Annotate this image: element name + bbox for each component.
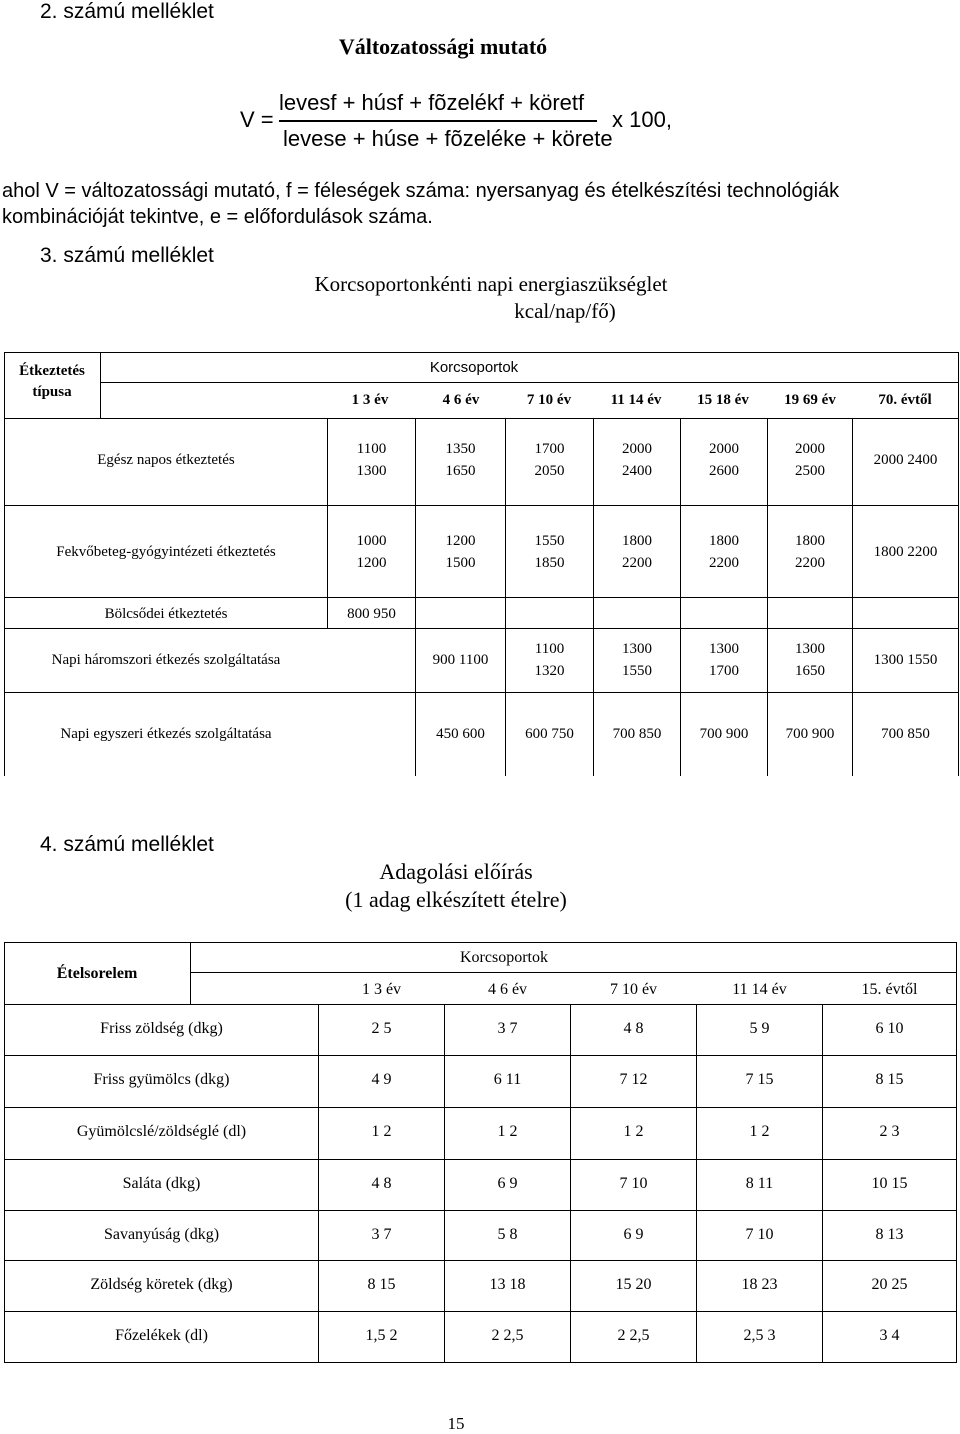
portion-cell: 2 5 — [371, 1020, 392, 1037]
energy-cell: 1000 1200 — [356, 533, 387, 571]
age-groups-header: Korcsoportok — [429, 359, 519, 376]
portion-row-label: Gyümölcslé/zöldséglé (dl) — [76, 1123, 247, 1140]
energy-cell: 1800 2200 — [873, 544, 938, 560]
portion-cell: 8 15 — [875, 1071, 904, 1088]
annex-2-heading: 2. számú melléklet — [40, 0, 214, 23]
row-label-full-day: Egész napos étkeztetés — [97, 452, 235, 468]
energy-cell: 600 750 — [525, 726, 574, 742]
energy-cell: 2000 2400 — [622, 441, 652, 479]
portion-cell: 18 23 — [741, 1276, 778, 1293]
energy-cell: 1800 2200 — [622, 533, 652, 571]
age-group-19-69: 19 69 év — [784, 392, 836, 408]
energy-cell: 900 1100 — [432, 652, 489, 668]
age-group-15-plus: 15. évtől — [861, 981, 918, 998]
age-group-4-6: 4 6 év — [442, 392, 480, 408]
portion-cell: 3 7 — [497, 1020, 518, 1037]
row-label-hospital: Fekvőbeteg-gyógyintézeti étkeztetés — [56, 544, 276, 560]
portion-cell: 2 2,5 — [617, 1327, 650, 1344]
portion-cell: 5 9 — [749, 1020, 770, 1037]
age-group-7-10: 7 10 év — [609, 981, 658, 998]
energy-cell: 1300 1550 — [873, 652, 938, 668]
age-group-1-3: 1 3 év — [361, 981, 402, 998]
energy-cell: 1350 1650 — [445, 441, 476, 479]
portion-cell: 4 9 — [371, 1071, 392, 1088]
meal-type-header: Étkeztetés típusa — [19, 363, 85, 400]
explanation-line-2: kombinációját tekintve, e = előfordulások száma. — [2, 206, 433, 228]
portion-cell: 10 15 — [871, 1175, 908, 1192]
portion-cell: 7 10 — [745, 1226, 774, 1243]
annex-4-heading: 4. számú melléklet — [40, 833, 214, 856]
annex-2-title: Változatossági mutató — [338, 34, 548, 59]
energy-cell: 1300 1650 — [795, 641, 825, 679]
row-label-three-meals: Napi háromszori étkezés szolgáltatása — [51, 652, 281, 668]
explanation-line-1: ahol V = változatossági mutató, f = féleségek száma: nyersanyag és ételkészítési technológiák — [2, 180, 840, 202]
portion-cell: 5 8 — [497, 1226, 518, 1243]
portion-cell: 6 11 — [493, 1071, 522, 1088]
portion-row-label: Friss zöldség (dkg) — [100, 1020, 223, 1037]
energy-cell: 1300 1700 — [709, 641, 739, 679]
portion-row-label: Saláta (dkg) — [122, 1175, 201, 1192]
energy-cell: 1100 1300 — [356, 441, 387, 479]
row-label-single-meal: Napi egyszeri étkezés szolgáltatása — [60, 726, 272, 742]
energy-cell: 2000 2400 — [873, 452, 938, 468]
energy-cell: 1100 1320 — [534, 641, 565, 679]
energy-cell: 1800 2200 — [709, 533, 739, 571]
portion-cell: 8 11 — [745, 1175, 774, 1192]
portion-cell: 8 15 — [367, 1276, 396, 1293]
portion-cell: 6 10 — [875, 1020, 904, 1037]
portion-cell: 1,5 2 — [365, 1327, 398, 1344]
portion-cell: 6 9 — [497, 1175, 518, 1192]
age-group-70-plus: 70. évtől — [878, 392, 932, 408]
age-group-4-6: 4 6 év — [487, 981, 528, 998]
portion-cell: 3 7 — [371, 1226, 392, 1243]
age-group-11-14: 11 14 év — [610, 392, 662, 408]
formula-lhs: V = — [240, 107, 274, 132]
energy-cell: 800 950 — [347, 606, 396, 622]
energy-cell: 700 850 — [881, 726, 930, 742]
energy-cell: 1550 1850 — [534, 533, 565, 571]
portion-cell: 2 3 — [879, 1123, 900, 1140]
portion-cell: 13 18 — [489, 1276, 526, 1293]
portion-cell: 1 2 — [749, 1123, 770, 1140]
formula-denominator: levese + húse + fõzeléke + körete — [283, 126, 613, 151]
portion-cell: 4 8 — [623, 1020, 644, 1037]
portion-cell: 1 2 — [623, 1123, 644, 1140]
age-groups-header: Korcsoportok — [460, 949, 548, 966]
age-group-1-3: 1 3 év — [351, 392, 389, 408]
portion-cell: 7 15 — [745, 1071, 774, 1088]
energy-cell: 1700 2050 — [534, 441, 565, 479]
portion-cell: 20 25 — [871, 1276, 908, 1293]
energy-cell: 2000 2500 — [795, 441, 825, 479]
portion-row-label: Savanyúság (dkg) — [103, 1226, 220, 1243]
portion-cell: 1 2 — [371, 1123, 392, 1140]
annex-3-heading: 3. számú melléklet — [40, 244, 214, 267]
portion-row-label: Főzelékek (dl) — [115, 1327, 208, 1344]
energy-cell: 700 900 — [699, 726, 749, 742]
portion-row-label: Friss gyümölcs (dkg) — [93, 1071, 230, 1088]
food-item-header: Ételsorelem — [56, 965, 138, 982]
energy-cell: 450 600 — [436, 726, 485, 742]
annex-4-title-line-2: (1 adag elkészített ételre) — [345, 887, 567, 912]
energy-cell: 700 850 — [612, 726, 662, 742]
portion-cell: 2 2,5 — [491, 1327, 524, 1344]
portion-row-label: Zöldség köretek (dkg) — [90, 1276, 233, 1293]
annex-3-title-line-1: Korcsoportonkénti napi energiaszükséglet — [314, 272, 668, 296]
portion-cell: 7 10 — [619, 1175, 648, 1192]
portion-cell: 2,5 3 — [743, 1327, 776, 1344]
formula-numerator: levesf + húsf + fõzelékf + köretf — [279, 90, 585, 115]
energy-cell: 1800 2200 — [795, 533, 825, 571]
energy-cell: 1300 1550 — [622, 641, 652, 679]
portion-cell: 4 8 — [371, 1175, 392, 1192]
portion-cell: 6 9 — [623, 1226, 644, 1243]
age-group-11-14: 11 14 év — [732, 981, 787, 998]
page-number: 15 — [447, 1414, 465, 1433]
age-group-15-18: 15 18 év — [697, 392, 749, 408]
portion-cell: 1 2 — [497, 1123, 518, 1140]
portion-cell: 8 13 — [875, 1226, 904, 1243]
formula-multiplier: x 100, — [612, 107, 672, 132]
annex-3-title-line-2: kcal/nap/fő) — [514, 299, 616, 323]
energy-cell: 700 900 — [785, 726, 835, 742]
portion-cell: 15 20 — [615, 1276, 652, 1293]
energy-cell: 1200 1500 — [445, 533, 476, 571]
portion-cell: 7 12 — [619, 1071, 648, 1088]
age-group-7-10: 7 10 év — [526, 392, 572, 408]
portion-cell: 3 4 — [879, 1327, 900, 1344]
row-label-nursery: Bölcsődei étkeztetés — [104, 606, 228, 622]
annex-4-title-line-1: Adagolási előírás — [379, 859, 533, 884]
energy-cell: 2000 2600 — [709, 441, 739, 479]
